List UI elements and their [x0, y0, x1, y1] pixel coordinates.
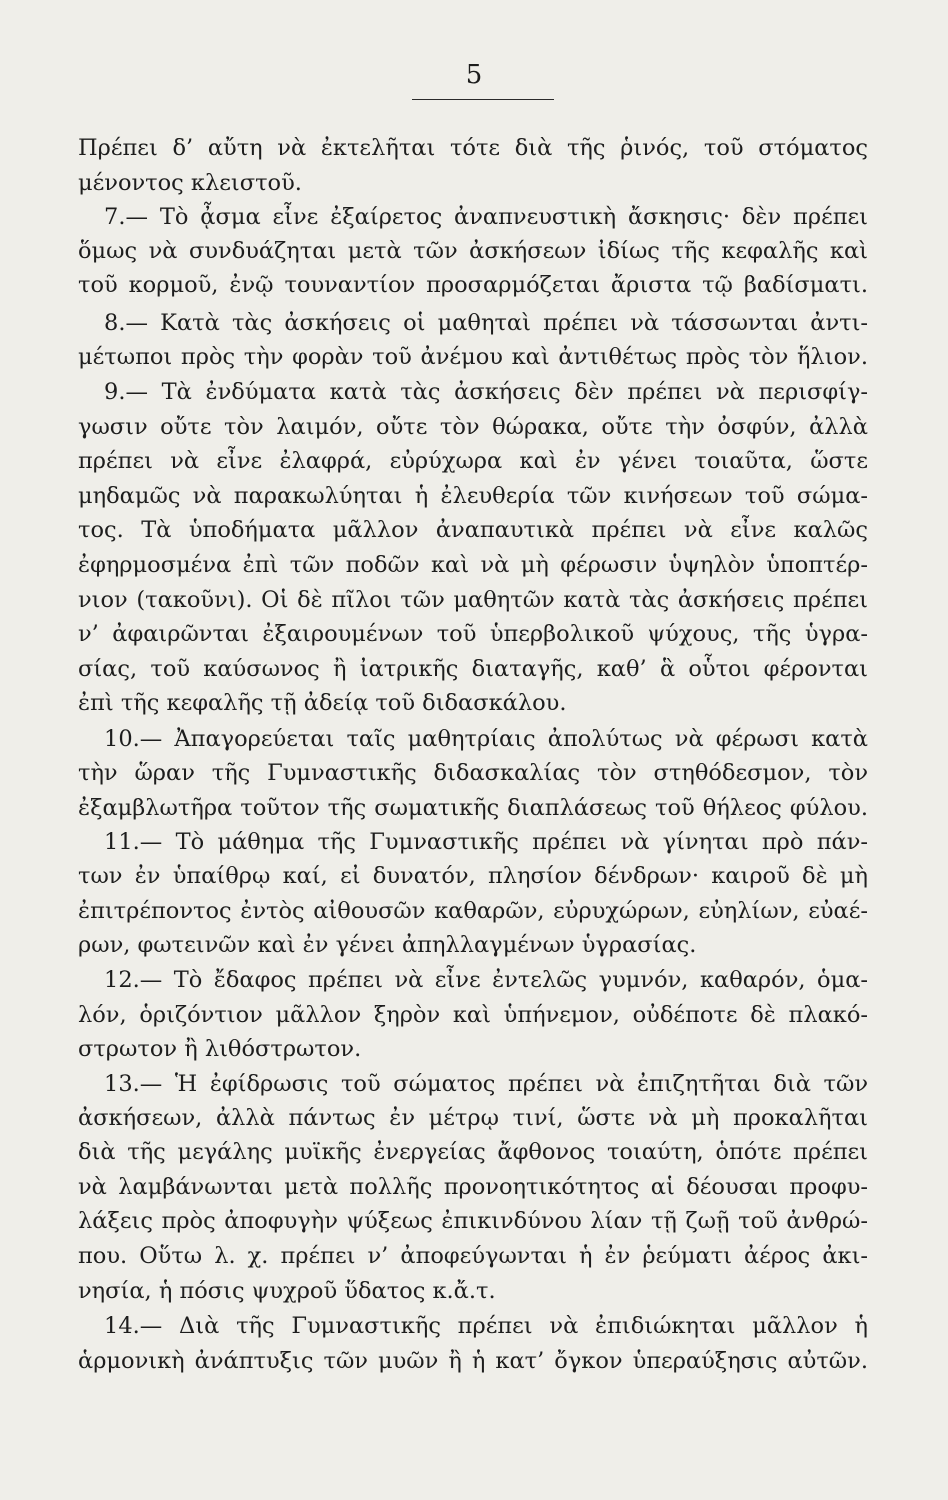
text-line: που. Οὕτω λ. χ. πρέπει ν’ ἀποφεύγωνται ἡ ἐν ῥεύματι ἀέρος ἀκι- [78, 1243, 868, 1269]
text-line: 8.— Κατὰ τὰς ἀσκήσεις οἱ μαθηταὶ πρέπει νὰ τάσσωνται ἀντι- [104, 310, 868, 336]
text-line: σίας, τοῦ καύσωνος ἢ ἰατρικῆς διαταγῆς, καθ’ ἃ οὗτοι φέρονται [78, 656, 868, 682]
text-line: πρέπει νὰ εἶνε ἐλαφρά, εὐρύχωρα καὶ ἐν γένει τοιαῦτα, ὥστε [78, 448, 868, 474]
text-line: μένοντος κλειστοῦ. [78, 170, 302, 196]
text-line: νιον (τακοῦνι). Οἱ δὲ πῖλοι τῶν μαθητῶν κατὰ τὰς ἀσκήσεις πρέπει [78, 587, 868, 613]
text-line: τος. Τὰ ὑποδήματα μᾶλλον ἀναπαυτικὰ πρέπει νὰ εἶνε καλῶς [78, 517, 868, 543]
header-rule [412, 99, 554, 100]
text-line: διὰ τῆς μεγάλης μυϊκῆς ἐνεργείας ἄφθονος τοιαύτη, ὁπότε πρέπει [78, 1139, 868, 1165]
text-line: ν’ ἀφαιρῶνται ἐξαιρουμένων τοῦ ὑπερβολικοῦ ψύχους, τῆς ὑγρα- [78, 621, 868, 647]
text-line: 7.— Τὸ ᾆσμα εἶνε ἐξαίρετος ἀναπνευστικὴ ἄσκησις· δὲν πρέπει [104, 204, 868, 230]
text-line: τὴν ὥραν τῆς Γυμναστικῆς διδασκαλίας τὸν στηθόδεσμον, τὸν [78, 760, 868, 786]
text-line: ἐφηρμοσμένα ἐπὶ τῶν ποδῶν καὶ νὰ μὴ φέρωσιν ὑψηλὸν ὑποπτέρ- [78, 552, 868, 578]
text-line: λόν, ὁριζόντιον μᾶλλον ξηρὸν καὶ ὑπήνεμον, οὐδέποτε δὲ πλακό- [78, 1002, 868, 1028]
text-line: 11.— Τὸ μάθημα τῆς Γυμναστικῆς πρέπει νὰ γίνηται πρὸ πάν- [104, 829, 868, 855]
text-line: 9.— Τὰ ἐνδύματα κατὰ τὰς ἀσκήσεις δὲν πρέπει νὰ περισφίγ- [104, 379, 868, 405]
text-line: μέτωποι πρὸς τὴν φορὰν τοῦ ἀνέμου καὶ ἀντιθέτως πρὸς τὸν ἥλιον. [78, 344, 868, 370]
text-line: ἐξαμβλωτῆρα τοῦτον τῆς σωματικῆς διαπλάσεως τοῦ θήλεος φύλου. [78, 795, 868, 821]
text-line: ἐπὶ τῆς κεφαλῆς τῇ ἀδείᾳ τοῦ διδασκάλου. [78, 690, 567, 716]
text-line: ἁρμονικὴ ἀνάπτυξις τῶν μυῶν ἢ ἡ κατ’ ὄγκον ὑπεραύξησις αὐτῶν. [78, 1348, 868, 1374]
text-line: τοῦ κορμοῦ, ἐνῷ τουναντίον προσαρμόζεται ἄριστα τῷ βαδίσματι. [78, 272, 868, 298]
text-line: λάξεις πρὸς ἀποφυγὴν ψύξεως ἐπικινδύνου λίαν τῇ ζωῇ τοῦ ἀνθρώ- [78, 1208, 868, 1234]
text-line: ἀσκήσεων, ἀλλὰ πάντως ἐν μέτρῳ τινί, ὥστε νὰ μὴ προκαλῆται [78, 1105, 868, 1131]
text-line: 14.— Διὰ τῆς Γυμναστικῆς πρέπει νὰ ἐπιδιώκηται μᾶλλον ἡ [104, 1313, 868, 1339]
text-line: ὅμως νὰ συνδυάζηται μετὰ τῶν ἀσκήσεων ἰδίως τῆς κεφαλῆς καὶ [78, 238, 868, 264]
text-line: 10.— Ἀπαγορεύεται ταῖς μαθητρίαις ἀπολύτως νὰ φέρωσι κατὰ [104, 726, 868, 752]
text-line: Πρέπει δ’ αὔτη νὰ ἐκτελῆται τότε διὰ τῆς ῥινός, τοῦ στόματος [78, 135, 868, 161]
page-number: 5 [465, 60, 483, 90]
text-line: γωσιν οὔτε τὸν λαιμόν, οὔτε τὸν θώρακα, οὔτε τὴν ὀσφύν, ἀλλὰ [78, 414, 868, 440]
text-line: στρωτον ἢ λιθόστρωτον. [78, 1036, 362, 1062]
text-line: 12.— Τὸ ἔδαφος πρέπει νὰ εἶνε ἐντελῶς γυμνόν, καθαρόν, ὁμα- [104, 967, 868, 993]
text-line: μηδαμῶς νὰ παρακωλύηται ἡ ἐλευθερία τῶν κινήσεων τοῦ σώμα- [78, 483, 868, 509]
text-line: ρων, φωτεινῶν καὶ ἐν γένει ἀπηλλαγμένων ὑγρασίας. [78, 932, 697, 958]
text-line: νησία, ἡ πόσις ψυχροῦ ὕδατος κ.ἄ.τ. [78, 1278, 496, 1304]
text-line: 13.— Ἡ ἐφίδρωσις τοῦ σώματος πρέπει νὰ ἐπιζητῆται διὰ τῶν [104, 1071, 868, 1097]
text-line: νὰ λαμβάνωνται μετὰ πολλῆς προνοητικότητος αἱ δέουσαι προφυ- [78, 1174, 868, 1200]
text-line: ἐπιτρέποντος ἐντὸς αἰθουσῶν καθαρῶν, εὐρυχώρων, εὐηλίων, εὐαέ- [78, 898, 868, 924]
text-line: των ἐν ὑπαίθρῳ καί, εἰ δυνατόν, πλησίον δένδρων· καιροῦ δὲ μὴ [78, 863, 868, 889]
